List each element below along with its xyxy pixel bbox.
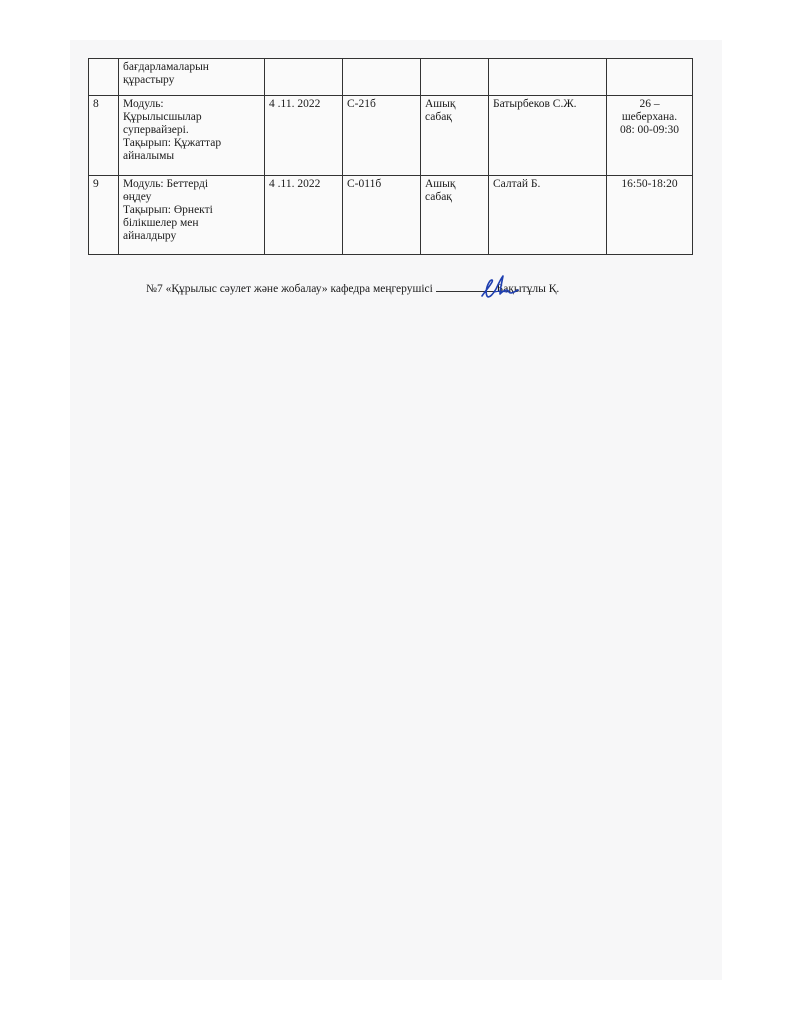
date-cell xyxy=(265,176,343,255)
department-head-text: №7 «Құрылыс сәулет және жобалау» кафедра меңгерушісі xyxy=(146,283,433,295)
topic-line: білікшелер мен xyxy=(123,217,199,229)
topic-cell xyxy=(119,176,265,255)
time-place-line: 26 – xyxy=(639,98,660,110)
table-row xyxy=(89,59,693,96)
lesson-type-line: сабақ xyxy=(425,111,452,123)
topic-cell xyxy=(119,59,265,96)
topic-line: құрастыру xyxy=(123,74,175,86)
topic-line: өңдеу xyxy=(123,191,152,203)
row-number: 8 xyxy=(93,98,99,110)
row-number: 9 xyxy=(93,178,99,190)
row-number-cell xyxy=(89,59,119,96)
topic-line: айналдыру xyxy=(123,230,177,242)
topic-line: Тақырып: Құжаттар xyxy=(123,137,222,149)
table-row xyxy=(89,176,693,255)
topic-cell xyxy=(119,96,265,176)
date-cell xyxy=(265,59,343,96)
group-text: С-011б xyxy=(347,178,382,190)
time-place-cell xyxy=(607,176,693,255)
time-place-line: шеберхана. xyxy=(621,111,678,123)
group-cell xyxy=(343,59,421,96)
teacher-cell xyxy=(489,59,607,96)
lesson-type-line: Ашық xyxy=(425,178,456,190)
lesson-type-cell xyxy=(421,96,489,176)
lesson-type-line: Ашық xyxy=(425,98,456,110)
time-place-line: 16:50-18:20 xyxy=(621,178,678,190)
date-cell xyxy=(265,96,343,176)
handwritten-signature xyxy=(476,272,522,302)
group-cell xyxy=(343,96,421,176)
time-place-cell xyxy=(607,59,693,96)
date-text: 4 .11. 2022 xyxy=(269,98,321,110)
department-head-name: Бақытұлы Қ. xyxy=(496,283,560,295)
topic-line: бағдарламаларын xyxy=(123,61,209,73)
time-place-cell xyxy=(607,96,693,176)
topic-line: Тақырып: Өрнекті xyxy=(123,204,213,216)
topic-line: Модуль: xyxy=(123,98,164,110)
date-text: 4 .11. 2022 xyxy=(269,178,321,190)
row-number-cell xyxy=(89,176,119,255)
lesson-type-cell xyxy=(421,176,489,255)
group-text: С-21б xyxy=(347,98,376,110)
department-head-line xyxy=(146,281,626,295)
time-place-line: 08: 00-09:30 xyxy=(619,124,680,136)
teacher-name: Салтай Б. xyxy=(493,178,541,190)
topic-line: айналымы xyxy=(123,150,175,162)
teacher-name: Батырбеков С.Ж. xyxy=(493,98,577,110)
group-cell xyxy=(343,176,421,255)
row-number-cell xyxy=(89,96,119,176)
table-row xyxy=(89,96,693,176)
topic-line: супервайзері. xyxy=(123,124,189,136)
schedule-table xyxy=(88,58,693,255)
lesson-type-line: сабақ xyxy=(425,191,452,203)
topic-line: Модуль: Беттерді xyxy=(123,178,209,190)
teacher-cell xyxy=(489,176,607,255)
topic-line: Құрылысшылар xyxy=(123,111,202,123)
lesson-type-cell xyxy=(421,59,489,96)
teacher-cell xyxy=(489,96,607,176)
